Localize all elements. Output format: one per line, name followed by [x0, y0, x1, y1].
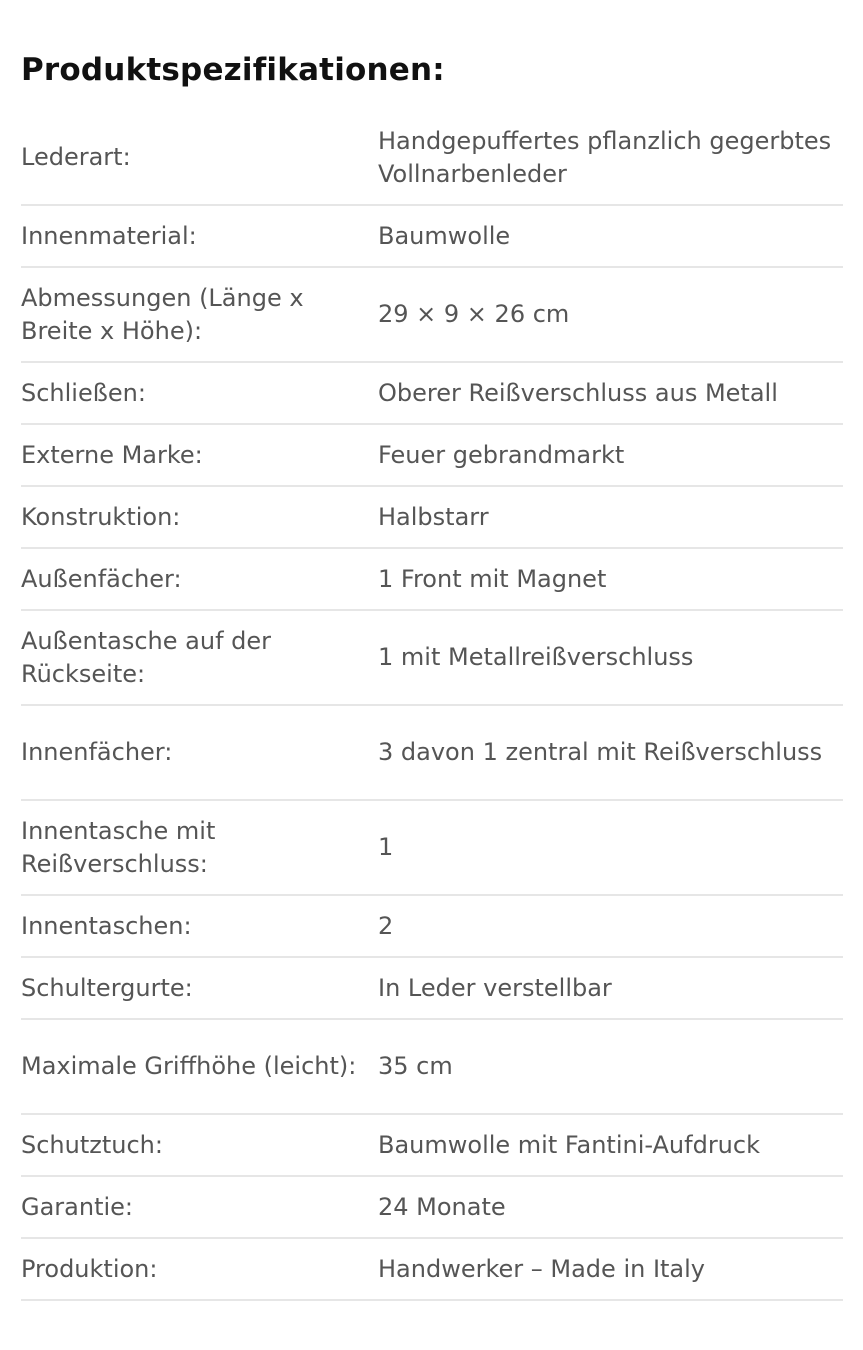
spec-row-schutztuch [21, 1114, 843, 1176]
spec-row-innentaschen [21, 895, 843, 957]
spec-label: Externe Marke: [21, 424, 378, 486]
spec-value: 1 [378, 800, 843, 895]
spec-label: Abmessungen (Länge x Breite x Höhe): [21, 267, 378, 362]
spec-value: Baumwolle mit Fantini-Aufdruck [378, 1114, 843, 1176]
spec-label: Schutztuch: [21, 1114, 378, 1176]
spec-label: Innentasche mit Reißverschluss: [21, 800, 378, 895]
spec-row-externe-marke [21, 424, 843, 486]
spec-value: Oberer Reißverschluss aus Metall [378, 362, 843, 424]
spec-value: 3 davon 1 zentral mit Reißverschluss [378, 705, 843, 800]
spec-value: 35 cm [378, 1019, 843, 1114]
spec-row-aussenfaecher [21, 548, 843, 610]
spec-value: 2 [378, 895, 843, 957]
spec-row-griffhoehe [21, 1019, 843, 1114]
spec-value: In Leder verstellbar [378, 957, 843, 1019]
spec-label: Garantie: [21, 1176, 378, 1238]
spec-value: 1 Front mit Magnet [378, 548, 843, 610]
spec-label: Konstruktion: [21, 486, 378, 548]
spec-table [21, 111, 843, 1301]
spec-label: Außentasche auf der Rückseite: [21, 610, 378, 705]
spec-value: Halbstarr [378, 486, 843, 548]
spec-value: 29 × 9 × 26 cm [378, 267, 843, 362]
spec-row-lederart [21, 111, 843, 205]
spec-value: Feuer gebrandmarkt [378, 424, 843, 486]
spec-label: Lederart: [21, 111, 378, 205]
spec-value: Baumwolle [378, 205, 843, 267]
spec-label: Produktion: [21, 1238, 378, 1300]
spec-label: Maximale Griffhöhe (leicht): [21, 1019, 378, 1114]
spec-label: Innenmaterial: [21, 205, 378, 267]
spec-row-konstruktion [21, 486, 843, 548]
spec-label: Schließen: [21, 362, 378, 424]
spec-label: Innentaschen: [21, 895, 378, 957]
spec-row-innentasche-reissverschluss [21, 800, 843, 895]
spec-label: Innenfächer: [21, 705, 378, 800]
spec-row-innenfaecher [21, 705, 843, 800]
spec-label: Schultergurte: [21, 957, 378, 1019]
page-title: Produktspezifikationen: [21, 52, 445, 88]
spec-value: 1 mit Metallreißverschluss [378, 610, 843, 705]
spec-row-abmessungen [21, 267, 843, 362]
spec-row-schultergurte [21, 957, 843, 1019]
spec-row-schliessen [21, 362, 843, 424]
spec-value: Handgepuffertes pflanzlich gegerbtes Vollnarbenleder [378, 111, 843, 205]
spec-row-aussentasche [21, 610, 843, 705]
spec-row-garantie [21, 1176, 843, 1238]
spec-label: Außenfächer: [21, 548, 378, 610]
spec-row-innenmaterial [21, 205, 843, 267]
spec-value: Handwerker – Made in Italy [378, 1238, 843, 1300]
spec-value: 24 Monate [378, 1176, 843, 1238]
spec-row-produktion [21, 1238, 843, 1300]
